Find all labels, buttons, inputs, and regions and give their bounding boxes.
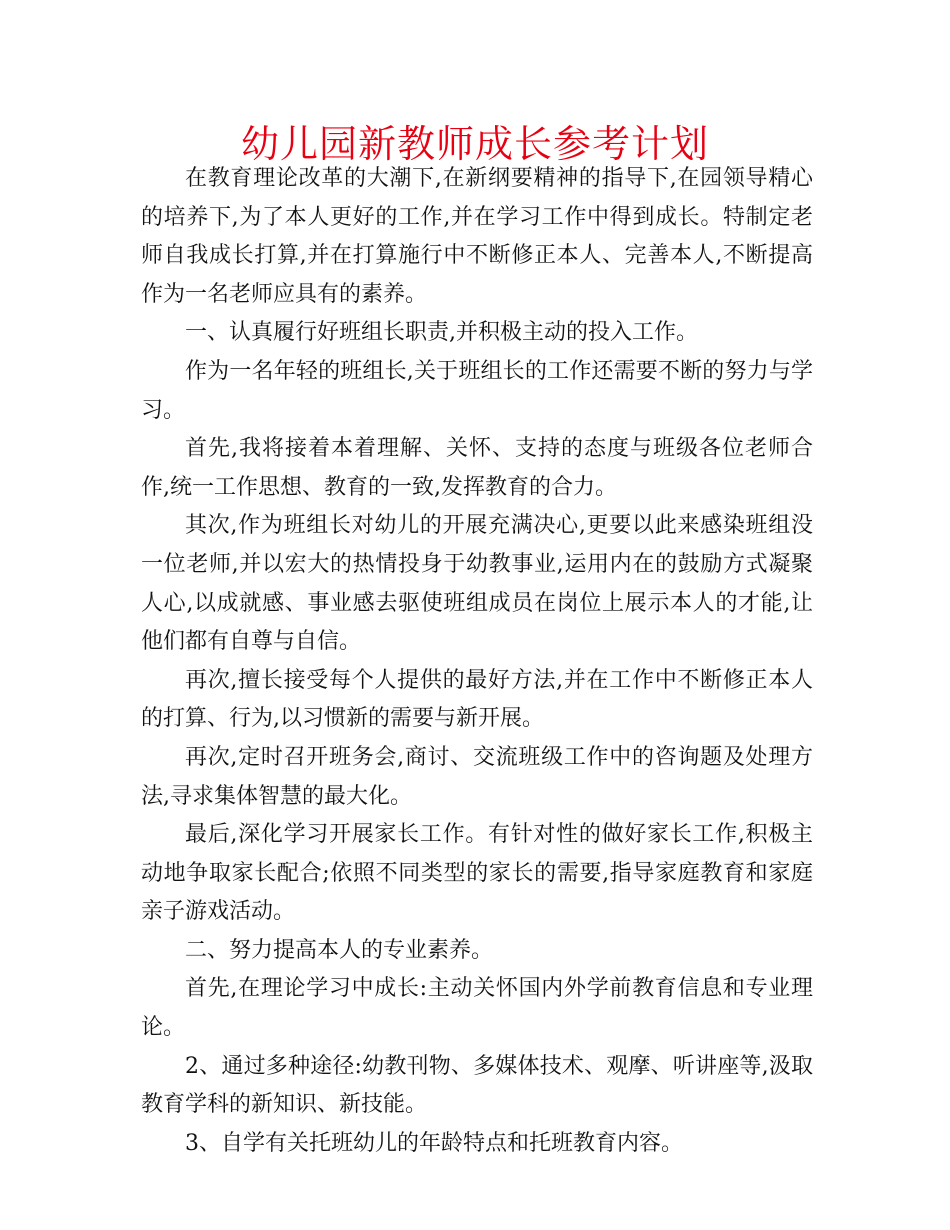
paragraph-3: 首先,我将接着本着理解、关怀、支持的态度与班级各位老师合作,统一工作思想、教育的一致,发挥教育的合力。 [141, 436, 813, 500]
paragraph-4: 其次,作为班组长对幼儿的开展充满决心,更要以此来感染班组没一位老师,并以宏大的热情投身于幼教事业,运用内在的鼓励方式凝聚人心,以成就感、事业感去驱使班组成员在岗位上展示本人的才能,让他们都有自尊与自信。 [141, 513, 813, 655]
paragraph-9: 2、通过多种途径:幼教刊物、多媒体技术、观摩、听讲座等,汲取教育学科的新知识、新技能。 [141, 1053, 813, 1118]
section-heading-1: 一、认真履行好班组长职责,并积极主动的投入工作。 [185, 320, 698, 346]
paragraph-6: 再次,定时召开班务会,商讨、交流班级工作中的咨询题及处理方法,寻求集体智慧的最大化。 [141, 744, 813, 809]
paragraph-1: 在教育理论改革的大潮下,在新纲要精神的指导下,在园领导精心的培养下,为了本人更好的工作,并在学习工作中得到成长。特制定老师自我成长打算,并在打算施行中不断修正本人、完善本人,不断提高作为一名老师应具有的素养。 [141, 166, 813, 307]
paragraph-5: 再次,擅长接受每个人提供的最好方法,并在工作中不断修正本人的打算、行为,以习惯新的需要与新开展。 [141, 667, 813, 732]
paragraph-7: 最后,深化学习开展家长工作。有针对性的做好家长工作,积极主动地争取家长配合;依照不同类型的家长的需要,指导家庭教育和家庭亲子游戏活动。 [141, 822, 813, 925]
paragraph-2: 作为一名年轻的班组长,关于班组长的工作还需要不断的努力与学习。 [141, 358, 813, 423]
paragraph-10: 3、自学有关托班幼儿的年龄特点和托班教育内容。 [185, 1130, 683, 1156]
paragraph-8: 首先,在理论学习中成长:主动关怀国内外学前教育信息和专业理论。 [141, 976, 813, 1041]
document-body [141, 160, 813, 1163]
section-heading-2: 二、努力提高本人的专业素养。 [185, 937, 494, 963]
document-title: 幼儿园新教师成长参考计划 [240, 122, 709, 166]
